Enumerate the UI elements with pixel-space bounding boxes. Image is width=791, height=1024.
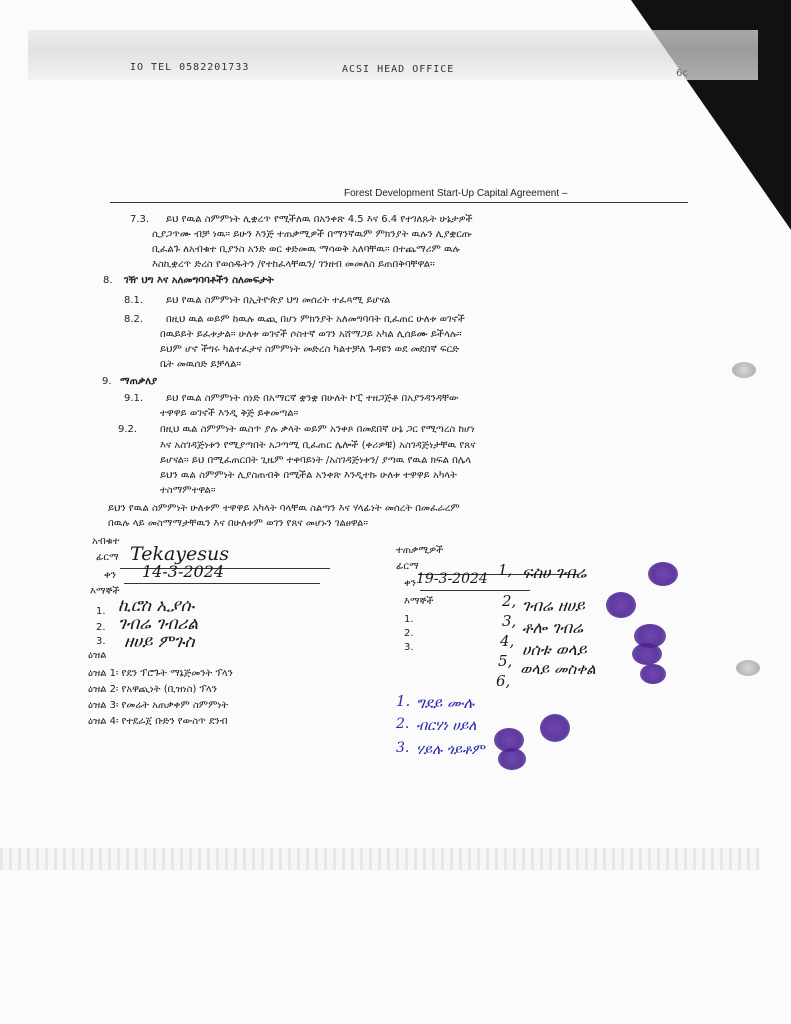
s7-3-line: እስኪቋረጥ ድረስ የወሰዱትን /የተከፈላቸዉን/ ገንዘብ መመለስ ይጠበቅባቸዋል። xyxy=(152,259,435,270)
scan-noise-band xyxy=(0,848,760,870)
witness-signature: ገብሬ ገብሪል xyxy=(118,614,199,634)
signer-num: 3, xyxy=(502,612,517,630)
signer-signature: ፍስሀ ገብሬ xyxy=(522,563,587,582)
s9-2-line: ይህን ዉል ስምምነት ሊያስጠብቅ በሚችል አንቀጽ እንዲተኩ ሁለቱ ተዋዋይ አካላት xyxy=(160,470,457,481)
section-num: 7.3. xyxy=(130,214,150,225)
s9-1-line: ይህ የዉል ስምምነት ሰነድ በአማርኛ ቋንቋ በሁለት ኮፒ ተዘጋጅቶ በአያንዳንዳቸው xyxy=(166,393,459,404)
extra-signer-signature: ግደይ ሙሉ xyxy=(416,694,475,712)
extra-signer-num: 3. xyxy=(396,740,410,756)
left-signature: Tekayesus xyxy=(130,543,229,565)
witness-num: 3. xyxy=(404,642,414,653)
s9-2-line: ተስማምተዋል። xyxy=(160,485,216,496)
attachment-label: ዕዝል xyxy=(88,650,107,661)
right-date: 19-3-2024 xyxy=(416,571,488,587)
witnesses-label: እማኞች xyxy=(404,596,434,607)
witness-num: 2. xyxy=(404,628,414,639)
s8-2-line: በዚህ ዉል ወይም ከዉሉ ዉጪ በሆነ ምክንያት አለመግባባት ቢፈጠር ሁለቱ ወገኖች xyxy=(166,314,465,325)
section-num: 9. xyxy=(102,376,112,387)
right-party-title: ተጠቃሚዎች xyxy=(396,545,444,556)
punch-hole xyxy=(736,660,760,676)
signer-signature: ገብሬ ዘሀይ xyxy=(522,596,585,615)
witness-num: 2. xyxy=(96,622,106,633)
section-num: 8.1. xyxy=(124,295,144,306)
date-line xyxy=(124,583,320,584)
extra-signer-num: 1. xyxy=(396,692,411,710)
section-num: 9.2. xyxy=(118,424,138,435)
attachment-item: ዕዝል 2፡ የአዋጪነት (ቢዝነስ) ፕላን xyxy=(88,684,217,695)
fax-tel: ΙΟ ΤΕL 0582201733 xyxy=(130,62,250,73)
section-num: 9.1. xyxy=(124,393,144,404)
closing-line: ይህን የዉል ስምምነት ሁለቱም ተዋዋይ አካላት ባላቸዉ ስልጣን እና ሃላፊነት መሰረት በመፈራረም xyxy=(108,503,460,514)
extra-signer-num: 2. xyxy=(396,716,410,732)
witness-num: 1. xyxy=(96,606,106,617)
s7-3-line: ይህ የዉል ስምምነት ሊቋረጥ የሚችለዉ በአንቀጽ 4.5 እና 6.4 የተገለጹት ሁኔታዎች xyxy=(166,214,473,225)
signer-num: 5, xyxy=(498,652,513,670)
signer-num: 4, xyxy=(500,632,515,650)
witness-signature: ዘሀይ ምጉስ xyxy=(124,632,195,652)
s7-3-line: ሲያጋጥሙ ብቻ ነዉ። ይሁን እንጅ ተጠቃሚዎች በማንኛዉም ምክንያት ዉሉን ሊያቋርጡ xyxy=(152,229,472,240)
signer-signature: ወላይ መስቀል xyxy=(520,660,596,678)
s9-2-line: በዚህ ዉል ስምምነት ዉስጥ ያሉ ቃላት ወይም አንቀጾ በመደበኛ ሁኔ ጋር የሚጣረስ ከሆነ xyxy=(160,424,475,435)
s9-1-line: ተዋዋይ ወገኖች እንዲ ቅጅ ይቀመጣል። xyxy=(160,408,299,419)
witness-signature: ኪሮስ ኢያሱ xyxy=(118,596,195,616)
agreement-title: Forest Development Start-Up Capital Agreement – xyxy=(344,188,568,199)
signer-num: 6, xyxy=(496,672,511,690)
s9-2-line: ይሆናል። ይህ በሚፈጠርበት ጊዜም ተቀባይነት /አስገዳጅነቱን/ ያጣዉ የዉል ክፍል በሌላ xyxy=(160,455,472,466)
left-date: 14-3-2024 xyxy=(142,562,225,581)
date-label: ቀን xyxy=(404,578,416,589)
s7-3-line: ቢፈልጉ ለአብቁተ ቢያንስ አንድ ወር ቀድመዉ ማሳወቅ አለባቸዉ። በተጨማሪም ዉሉ xyxy=(152,244,460,255)
attachment-item: ዕዝል 4፡ የተደራጀ ቡድን የውስጥ ደንብ xyxy=(88,716,228,727)
thumbprint xyxy=(540,714,570,742)
signer-num: 1, xyxy=(498,561,513,579)
s9-2-line: እና አስገዳጅነቱን የሚያጣበት አጋጣሚ ቢፈጠር ሌሎች (ቀሪዎቹ) አስገዳጅነታቸዉ የጸና xyxy=(160,440,476,451)
extra-signer-signature: ሃይሉ ጎይቶም xyxy=(416,742,485,758)
signature-label: ፊርማ xyxy=(96,552,119,563)
s8-1-text: ይህ የዉል ስምምነት በኢትዮጵያ ህግ መሰረት ተፈጻሚ ይሆናል xyxy=(166,295,391,306)
witness-num: 1. xyxy=(404,614,414,625)
thumbprint xyxy=(606,592,636,618)
date-line xyxy=(420,590,530,591)
thumbprint xyxy=(632,643,662,665)
thumbprint xyxy=(498,748,526,770)
signature-label: ፊርማ xyxy=(396,561,419,572)
s8-2-line: ይህም ሆኖ ችግሩ ካልተፈታና ስምምነት መድረስ ካልተቻለ ጉዳዩን ወደ መደበኛ ፍርድ xyxy=(160,344,460,355)
s8-2-line: በዉይይት ይፈቱታል። ሁለቱ ወገኖች ሶስተኛ ወገን አሸማጋይ አካል ሊሰይሙ ይችላሉ። xyxy=(160,329,462,340)
section-num: 8.2. xyxy=(124,314,144,325)
fax-office: ACSI HEAD OFFICE xyxy=(342,64,455,75)
witness-num: 3. xyxy=(96,636,106,647)
thumbprint xyxy=(648,562,678,586)
section-title: ገዥ ህግ እና አለመግባባቶችን ስለመፍታት xyxy=(124,275,274,286)
attachment-item: ዕዝል 3፡ የመሬት አጠቃቀም ስምምነት xyxy=(88,700,229,711)
signer-num: 2, xyxy=(502,592,517,610)
left-party-title: አብቁተ xyxy=(92,536,120,547)
s8-2-line: ቤት መዉሰድ ይቻላል። xyxy=(160,359,242,370)
section-title: ማጠቃለያ xyxy=(120,376,158,387)
punch-hole xyxy=(732,362,756,378)
extra-signer-signature: ብርሃነ ሀይለ xyxy=(416,718,477,734)
fax-stamp: 6c xyxy=(676,68,688,79)
section-num: 8. xyxy=(103,275,113,286)
witnesses-label: እማኞች xyxy=(90,586,120,597)
header-rule xyxy=(110,202,688,203)
date-label: ቀን xyxy=(104,570,116,581)
signer-signature: ሀሰቱ ወላይ xyxy=(522,640,587,659)
closing-line: በዉሉ ላይ መስማማታቸዉን እና በሁለቱም ወገን የጸና መሆኑን ገልፀዋል። xyxy=(108,518,369,529)
attachment-item: ዕዝል 1፡ የደን ፕሮጉት ማኔጅመንት ፕላን xyxy=(88,668,233,679)
thumbprint xyxy=(640,664,666,684)
signer-signature: ቶሎ ገብሬ xyxy=(522,618,583,637)
